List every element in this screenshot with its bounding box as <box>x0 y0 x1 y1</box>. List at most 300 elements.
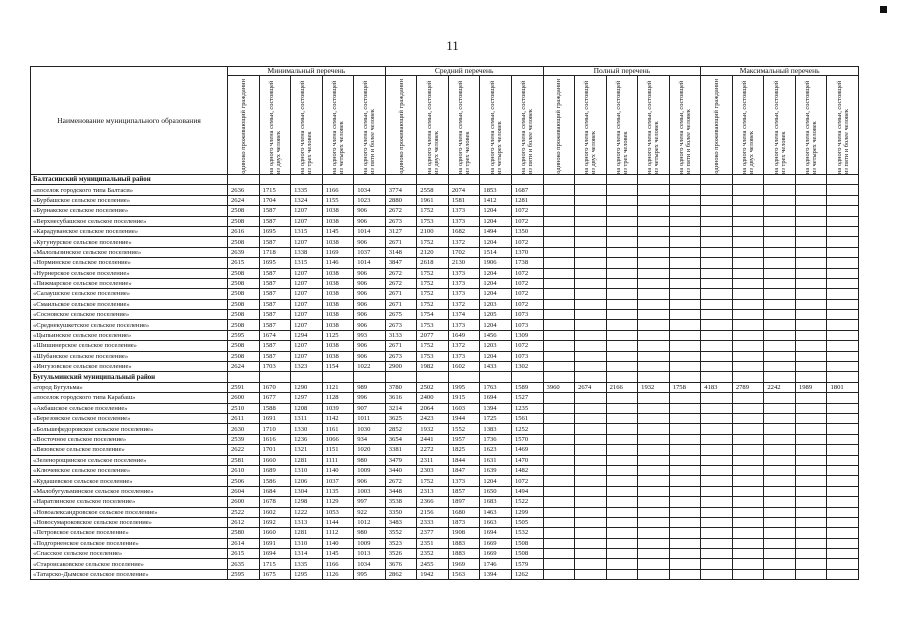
value-cell: 1207 <box>291 216 323 226</box>
value-cell: 3133 <box>385 330 417 340</box>
value-cell: 1166 <box>322 559 354 569</box>
value-cell: 2508 <box>228 320 260 330</box>
sub-column-header <box>511 76 543 175</box>
table-row <box>31 549 859 559</box>
value-cell: 1207 <box>291 320 323 330</box>
value-cell: 1037 <box>322 476 354 486</box>
value-cell: 2441 <box>417 434 449 444</box>
value-cell: 1587 <box>259 278 291 288</box>
value-cell <box>795 528 827 538</box>
value-cell <box>638 569 670 579</box>
value-cell <box>701 372 733 382</box>
value-cell <box>669 237 701 247</box>
value-cell: 2166 <box>606 382 638 392</box>
value-cell <box>543 330 575 340</box>
value-cell <box>606 486 638 496</box>
value-cell: 1494 <box>511 486 543 496</box>
sub-column-label: на одного члена семьи, состоящей из трех человек <box>772 80 787 174</box>
value-cell <box>701 320 733 330</box>
value-cell: 1587 <box>259 310 291 320</box>
value-cell: 1702 <box>448 247 480 257</box>
value-cell <box>669 372 701 382</box>
value-cell: 1669 <box>480 549 512 559</box>
value-cell: 1207 <box>291 341 323 351</box>
sub-column-header <box>732 76 764 175</box>
value-cell: 1944 <box>448 413 480 423</box>
value-cell: 1126 <box>322 569 354 579</box>
value-cell: 1038 <box>322 216 354 226</box>
value-cell <box>669 413 701 423</box>
value-cell: 1758 <box>669 382 701 392</box>
sub-column-header <box>669 76 701 175</box>
value-cell <box>575 393 607 403</box>
value-cell <box>638 341 670 351</box>
value-cell: 1514 <box>480 247 512 257</box>
value-cell <box>511 175 543 185</box>
value-cell <box>606 278 638 288</box>
value-cell: 2455 <box>417 559 449 569</box>
value-cell <box>701 278 733 288</box>
value-cell: 1470 <box>511 455 543 465</box>
value-cell <box>543 517 575 527</box>
value-cell: 1129 <box>322 497 354 507</box>
value-cell <box>543 393 575 403</box>
value-cell <box>732 258 764 268</box>
value-cell <box>638 330 670 340</box>
value-cell: 1561 <box>511 413 543 423</box>
value-cell: 1072 <box>511 299 543 309</box>
value-cell: 1710 <box>259 424 291 434</box>
municipality-name: «Пижмарское сельское поселение» <box>31 278 228 288</box>
value-cell: 2862 <box>385 569 417 579</box>
municipality-name: «Большефедоровское сельское поселение» <box>31 424 228 434</box>
value-cell <box>575 413 607 423</box>
value-cell <box>606 434 638 444</box>
value-cell: 1125 <box>322 330 354 340</box>
value-cell <box>638 528 670 538</box>
table-row <box>31 216 859 226</box>
value-cell <box>638 403 670 413</box>
value-cell: 1522 <box>511 497 543 507</box>
value-cell <box>543 569 575 579</box>
value-cell: 1207 <box>291 310 323 320</box>
value-cell <box>795 299 827 309</box>
value-cell: 1281 <box>291 528 323 538</box>
table-row <box>31 351 859 361</box>
corner-mark <box>880 6 887 13</box>
value-cell: 2672 <box>385 278 417 288</box>
value-cell <box>732 247 764 257</box>
value-cell: 1022 <box>354 362 386 372</box>
value-cell <box>827 528 859 538</box>
value-cell <box>795 465 827 475</box>
value-cell <box>543 341 575 351</box>
value-cell: 1754 <box>417 310 449 320</box>
group-header: Минимальный перечень <box>228 67 386 76</box>
value-cell: 1684 <box>259 486 291 496</box>
value-cell: 1373 <box>448 206 480 216</box>
value-cell <box>827 465 859 475</box>
value-cell: 2508 <box>228 278 260 288</box>
value-cell: 2120 <box>417 247 449 257</box>
sub-column-label: на одного члена семьи, состоящей из двух человек <box>267 80 282 174</box>
value-cell: 2675 <box>385 310 417 320</box>
value-cell <box>732 465 764 475</box>
sub-column-header <box>606 76 638 175</box>
value-cell <box>606 445 638 455</box>
municipality-name: «Зеленорощинское сельское поселение» <box>31 455 228 465</box>
value-cell: 1494 <box>480 226 512 236</box>
value-cell <box>511 372 543 382</box>
value-cell: 906 <box>354 268 386 278</box>
municipality-name: «Ключевское сельское поселение» <box>31 465 228 475</box>
table-row <box>31 247 859 257</box>
value-cell: 1310 <box>291 465 323 475</box>
value-cell: 2624 <box>228 195 260 205</box>
value-cell <box>638 289 670 299</box>
value-cell <box>732 195 764 205</box>
value-cell: 1315 <box>291 226 323 236</box>
value-cell: 1682 <box>448 226 480 236</box>
value-cell <box>543 216 575 226</box>
value-cell <box>701 258 733 268</box>
value-cell: 1003 <box>354 486 386 496</box>
value-cell <box>417 372 449 382</box>
value-cell <box>669 247 701 257</box>
value-cell: 3625 <box>385 413 417 423</box>
value-cell <box>575 206 607 216</box>
value-cell <box>606 299 638 309</box>
value-cell <box>575 278 607 288</box>
value-cell <box>606 569 638 579</box>
value-cell: 1373 <box>448 289 480 299</box>
value-cell <box>827 497 859 507</box>
value-cell <box>543 424 575 434</box>
value-cell: 1207 <box>291 351 323 361</box>
value-cell: 1616 <box>259 434 291 444</box>
value-cell <box>606 341 638 351</box>
value-cell: 2612 <box>228 517 260 527</box>
value-cell <box>291 175 323 185</box>
value-cell <box>732 289 764 299</box>
value-cell: 1570 <box>511 434 543 444</box>
value-cell: 3523 <box>385 538 417 548</box>
value-cell <box>764 403 796 413</box>
value-cell: 2614 <box>228 538 260 548</box>
value-cell: 1694 <box>480 393 512 403</box>
value-cell <box>606 538 638 548</box>
municipality-name: «Ингузовское сельское поселение» <box>31 362 228 372</box>
value-cell: 2074 <box>448 185 480 195</box>
municipality-name: «Наратлинское сельское поселение» <box>31 497 228 507</box>
value-cell <box>291 372 323 382</box>
value-cell <box>606 268 638 278</box>
value-cell: 2630 <box>228 424 260 434</box>
sub-column-header <box>543 76 575 175</box>
sub-column-header <box>764 76 796 175</box>
value-cell <box>575 486 607 496</box>
value-cell <box>638 413 670 423</box>
value-cell: 1680 <box>448 507 480 517</box>
sub-column-header <box>259 76 291 175</box>
value-cell: 1844 <box>448 455 480 465</box>
value-cell <box>322 175 354 185</box>
value-cell <box>795 569 827 579</box>
value-cell <box>827 320 859 330</box>
value-cell <box>669 517 701 527</box>
value-cell <box>448 372 480 382</box>
value-cell: 3552 <box>385 528 417 538</box>
value-cell <box>575 528 607 538</box>
value-cell: 1715 <box>259 559 291 569</box>
value-cell <box>638 465 670 475</box>
sub-column-header <box>701 76 733 175</box>
value-cell <box>638 362 670 372</box>
value-cell: 1873 <box>448 517 480 527</box>
value-cell <box>795 175 827 185</box>
value-cell: 2595 <box>228 330 260 340</box>
value-cell: 1587 <box>259 268 291 278</box>
value-cell <box>575 289 607 299</box>
value-cell <box>764 216 796 226</box>
value-cell <box>827 175 859 185</box>
value-cell: 1691 <box>259 538 291 548</box>
value-cell <box>543 258 575 268</box>
value-cell <box>701 413 733 423</box>
value-cell <box>732 507 764 517</box>
value-cell <box>732 434 764 444</box>
value-cell <box>543 455 575 465</box>
value-cell: 2352 <box>417 549 449 559</box>
value-cell <box>795 310 827 320</box>
value-cell: 1335 <box>291 559 323 569</box>
value-cell: 1602 <box>448 362 480 372</box>
value-cell: 1072 <box>511 476 543 486</box>
value-cell: 1639 <box>480 465 512 475</box>
value-cell: 1394 <box>480 403 512 413</box>
sub-column-label: на одного члена семьи, состоящей из двух человек <box>583 80 598 174</box>
page-number: 11 <box>446 38 459 53</box>
value-cell: 1313 <box>291 517 323 527</box>
value-cell <box>701 195 733 205</box>
value-cell <box>638 372 670 382</box>
sub-column-label: на одного члена семьи, состоящей из пяти и более человек <box>362 80 377 174</box>
municipality-name: «Кугунурское сельское поселение» <box>31 237 228 247</box>
value-cell <box>701 341 733 351</box>
value-cell <box>606 559 638 569</box>
municipality-name: «Новоалександровское сельское поселение» <box>31 507 228 517</box>
table-row <box>31 517 859 527</box>
table-row <box>31 278 859 288</box>
value-cell <box>543 549 575 559</box>
value-cell: 1847 <box>448 465 480 475</box>
value-cell <box>606 351 638 361</box>
value-cell: 1373 <box>448 476 480 486</box>
value-cell <box>827 559 859 569</box>
value-cell: 906 <box>354 289 386 299</box>
value-cell: 1072 <box>511 216 543 226</box>
value-cell <box>575 517 607 527</box>
value-cell: 1373 <box>448 278 480 288</box>
value-cell: 1587 <box>259 216 291 226</box>
value-cell <box>795 351 827 361</box>
value-cell: 3960 <box>543 382 575 392</box>
value-cell: 1687 <box>511 185 543 195</box>
value-cell: 2508 <box>228 341 260 351</box>
value-cell <box>575 455 607 465</box>
value-cell: 1602 <box>259 507 291 517</box>
value-cell: 1752 <box>417 206 449 216</box>
value-cell <box>638 299 670 309</box>
value-cell <box>638 476 670 486</box>
value-cell <box>638 216 670 226</box>
value-cell: 989 <box>354 382 386 392</box>
value-cell <box>543 237 575 247</box>
value-cell <box>701 289 733 299</box>
value-cell <box>669 445 701 455</box>
value-cell <box>669 362 701 372</box>
sub-column-label: одиноко проживающий гражданин <box>713 79 721 174</box>
value-cell: 934 <box>354 434 386 444</box>
municipality-name: «Карадуванское сельское поселение» <box>31 226 228 236</box>
value-cell: 1587 <box>259 341 291 351</box>
value-cell <box>701 206 733 216</box>
value-cell <box>764 497 796 507</box>
value-cell <box>638 195 670 205</box>
sub-column-header <box>354 76 386 175</box>
value-cell <box>543 351 575 361</box>
table-row <box>31 507 859 517</box>
value-cell <box>701 434 733 444</box>
value-cell <box>827 413 859 423</box>
value-cell <box>764 320 796 330</box>
value-cell: 1072 <box>511 237 543 247</box>
value-cell <box>827 372 859 382</box>
value-cell <box>795 268 827 278</box>
table-row <box>31 445 859 455</box>
value-cell: 1649 <box>448 330 480 340</box>
sub-column-label: на одного члена семьи, состоящей из четырех человек <box>646 80 661 174</box>
value-cell: 980 <box>354 455 386 465</box>
value-cell: 1694 <box>259 549 291 559</box>
sub-column-label: на одного члена семьи, состоящей из трех человек <box>457 80 472 174</box>
municipality-name: «Малобугульминское сельское поселение» <box>31 486 228 496</box>
municipality-name: «Бурнакское сельское поселение» <box>31 206 228 216</box>
value-cell <box>701 559 733 569</box>
value-cell <box>385 175 417 185</box>
value-cell <box>575 226 607 236</box>
value-cell: 1151 <box>322 445 354 455</box>
value-cell <box>732 403 764 413</box>
value-cell: 1825 <box>448 445 480 455</box>
group-header: Полный перечень <box>543 67 701 76</box>
value-cell: 1588 <box>259 403 291 413</box>
value-cell: 1752 <box>417 237 449 247</box>
value-cell <box>543 289 575 299</box>
value-cell: 1906 <box>480 258 512 268</box>
value-cell <box>701 237 733 247</box>
value-cell <box>732 206 764 216</box>
value-cell <box>638 206 670 216</box>
value-cell: 1295 <box>291 569 323 579</box>
value-cell: 906 <box>354 206 386 216</box>
value-cell <box>764 465 796 475</box>
value-cell: 2311 <box>417 455 449 465</box>
value-cell <box>701 445 733 455</box>
value-cell <box>795 278 827 288</box>
value-cell: 1579 <box>511 559 543 569</box>
value-cell: 3847 <box>385 258 417 268</box>
value-cell <box>732 476 764 486</box>
sub-column-header <box>795 76 827 175</box>
value-cell: 3676 <box>385 559 417 569</box>
value-cell: 1932 <box>417 424 449 434</box>
value-cell: 1009 <box>354 538 386 548</box>
value-cell <box>575 341 607 351</box>
value-cell <box>575 310 607 320</box>
value-cell: 2242 <box>764 382 796 392</box>
value-cell: 1204 <box>480 216 512 226</box>
value-cell: 1324 <box>291 195 323 205</box>
value-cell <box>795 320 827 330</box>
value-cell: 1135 <box>322 486 354 496</box>
value-cell: 1140 <box>322 465 354 475</box>
value-cell <box>795 226 827 236</box>
value-cell: 1281 <box>291 455 323 465</box>
table-row <box>31 434 859 444</box>
value-cell <box>701 424 733 434</box>
value-cell: 1204 <box>480 206 512 216</box>
value-cell: 1145 <box>322 226 354 236</box>
value-cell: 3127 <box>385 226 417 236</box>
value-cell <box>638 517 670 527</box>
value-cell: 2618 <box>417 258 449 268</box>
value-cell: 1752 <box>417 299 449 309</box>
value-cell <box>669 465 701 475</box>
value-cell <box>764 289 796 299</box>
value-cell <box>701 247 733 257</box>
value-cell: 1718 <box>259 247 291 257</box>
value-cell: 2900 <box>385 362 417 372</box>
value-cell <box>764 528 796 538</box>
table-row <box>31 465 859 475</box>
table-row <box>31 299 859 309</box>
value-cell <box>764 175 796 185</box>
value-cell: 1674 <box>259 330 291 340</box>
value-cell: 1383 <box>480 424 512 434</box>
value-cell <box>606 195 638 205</box>
value-cell: 2130 <box>448 258 480 268</box>
value-cell <box>827 549 859 559</box>
table-row <box>31 362 859 372</box>
value-cell: 1581 <box>448 195 480 205</box>
value-cell <box>764 476 796 486</box>
value-cell <box>701 486 733 496</box>
value-cell: 2303 <box>417 465 449 475</box>
value-cell <box>827 206 859 216</box>
value-cell: 3780 <box>385 382 417 392</box>
value-cell <box>732 424 764 434</box>
value-cell: 1203 <box>480 341 512 351</box>
value-cell <box>638 320 670 330</box>
value-cell <box>606 424 638 434</box>
value-cell <box>606 393 638 403</box>
value-cell <box>669 549 701 559</box>
value-cell: 2671 <box>385 289 417 299</box>
value-cell <box>732 569 764 579</box>
sub-column-label: на одного члена семьи, состоящей из пяти и более человек <box>677 80 692 174</box>
value-cell <box>827 403 859 413</box>
